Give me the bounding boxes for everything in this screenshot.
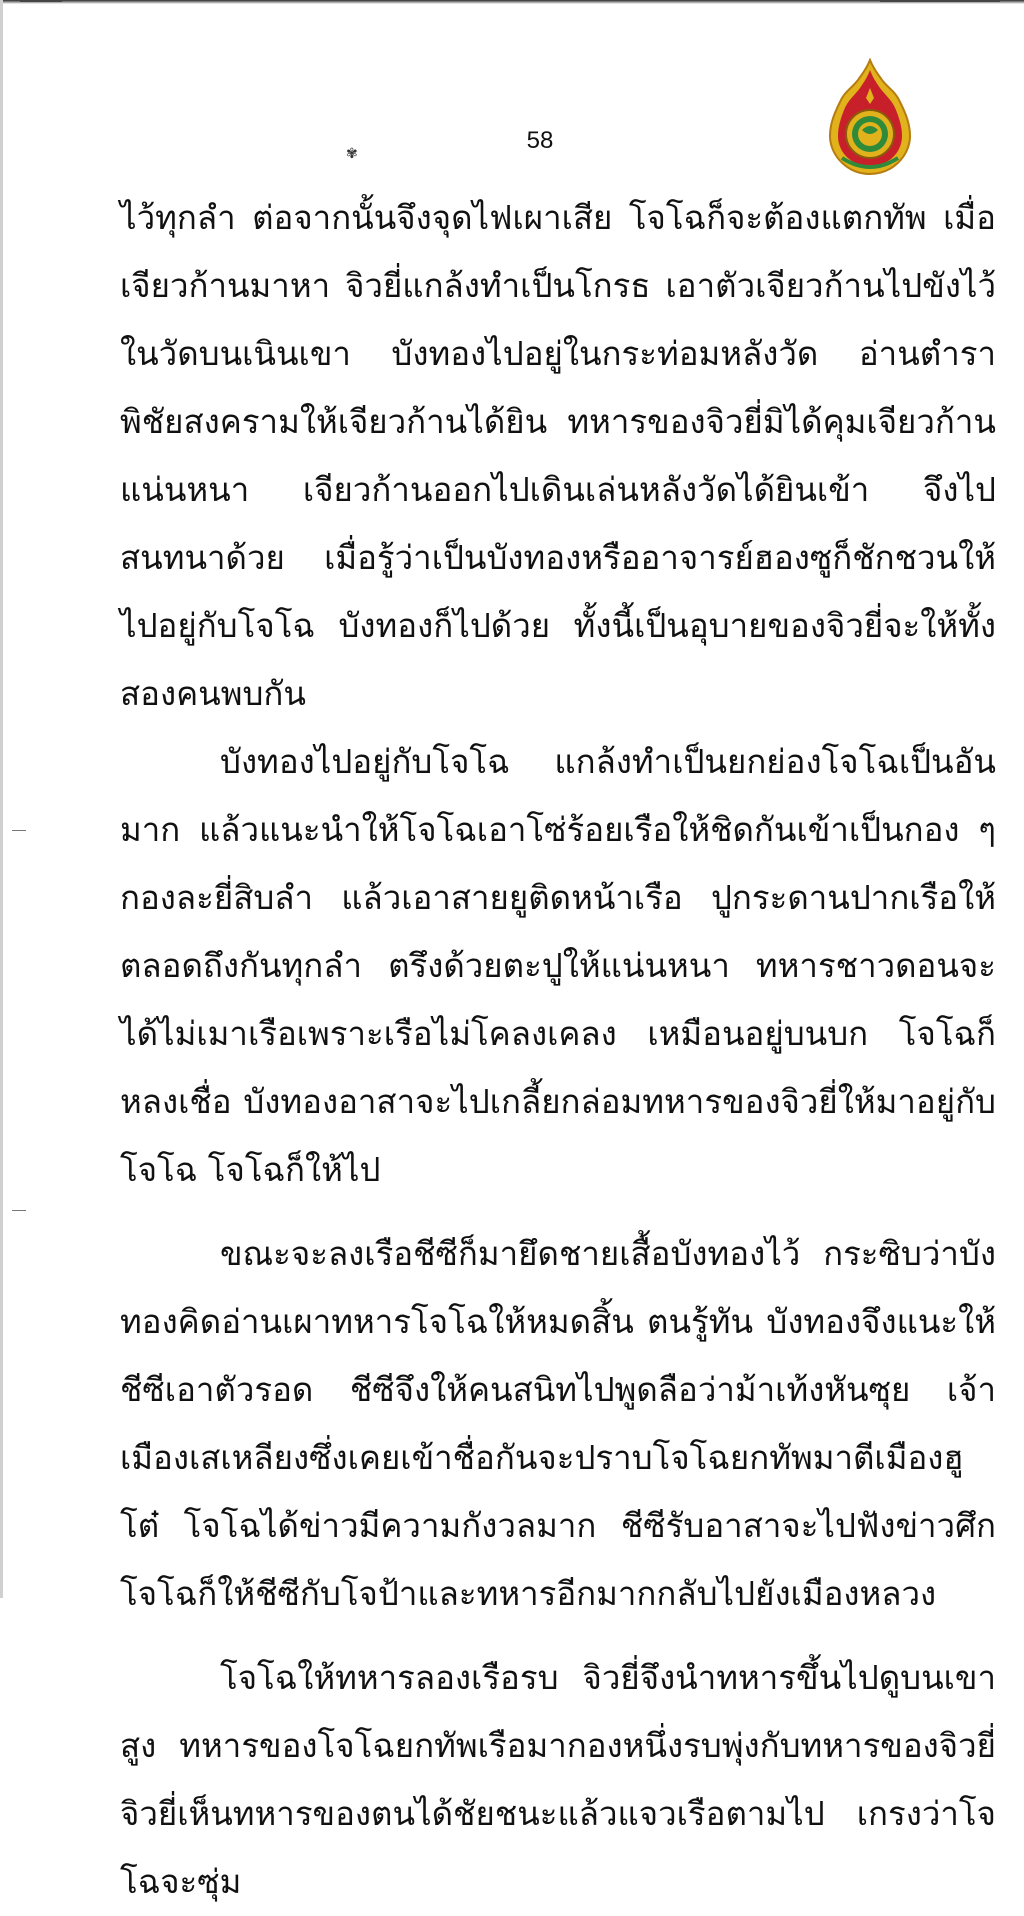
paragraph-3: ขณะจะลงเรือชีซีก็มายึดชายเสื้อบังทองไว้ กระซิบว่าบังทองคิดอ่านเผาทหารโจโฉให้หมดสิ้น ตนรู้ทัน บังทองจึงแนะให้ชีซีเอาตัวรอด ชีซีจึงให้คนสนิทไปพูดลือว่าม้าเท้งหันซุย เจ้าเมืองเสเหลียงซึ่งเคยเข้าชื่อกันจะปราบโจโฉยกทัพมาตีเมืองฮูโต๋ โจโฉได้ข่าวมีความกังวลมาก ชีซีรับอาสาจะไปฟังข่าวศึก โจโฉก็ให้ชีซีกับโจป้าและทหารอีกมากกลับไปยังเมืองหลวง bbox=[120, 1234, 996, 1613]
margin-mark bbox=[12, 1210, 26, 1211]
page-top-edge bbox=[0, 0, 1024, 4]
paragraph-4: โจโฉให้ทหารลองเรือรบ จิวยี่จึงนำทหารขึ้นไปดูบนเขาสูง ทหารของโจโฉยกทัพเรือมากองหนึ่งรบพุ่งกับทหารของจิวยี่ จิวยี่เห็นทหารของตนได้ชัยชนะแล้วแจวเรือตามไป เกรงว่าโจโฉจะซุ่ม bbox=[120, 1658, 996, 1901]
paragraph-1: ไว้ทุกลำ ต่อจากนั้นจึงจุดไฟเผาเสีย โจโฉก็จะต้องแตกทัพ เมื่อเจียวก้านมาหา จิวยี่แกล้งทำเป็นโกรธ เอาตัวเจียวก้านไปขังไว้ในวัดบนเนินเขา บังทองไปอยู่ในกระท่อมหลังวัด อ่านตำราพิชัยสงครามให้เจียวก้านได้ยิน ทหารของจิวยี่มิได้คุมเจียวก้านแน่นหนา เจียวก้านออกไปเดินเล่นหลังวัดได้ยินเข้า จึงไปสนทนาด้วย เมื่อรู้ว่าเป็นบังทองหรืออาจารย์ฮองซูก็ชักชวนให้ไปอยู่กับโจโฉ บังทองก็ไปด้วย ทั้งนี้เป็นอุบายของจิวยี่จะให้ทั้งสองคนพบกัน bbox=[120, 198, 996, 713]
body-text bbox=[120, 184, 996, 1916]
margin-mark bbox=[12, 830, 26, 831]
scan-mark bbox=[20, 0, 62, 2]
paragraph-2: บังทองไปอยู่กับโจโฉ แกล้งทำเป็นยกย่องโจโฉเป็นอันมาก แล้วแนะนำให้โจโฉเอาโซ่ร้อยเรือให้ชิดกันเข้าเป็นกอง ๆ กองละยี่สิบลำ แล้วเอาสายยูติดหน้าเรือ ปูกระดานปากเรือให้ตลอดถึงกันทุกลำ ตรึงด้วยตะปูให้แน่นหนา ทหารชาวดอนจะได้ไม่เมาเรือเพราะเรือไม่โคลงเคลง เหมือนอยู่บนบก โจโฉก็หลงเชื่อ บังทองอาสาจะไปเกลี้ยกล่อมทหารของจิวยี่ให้มาอยู่กับโจโฉ โจโฉก็ให้ไป bbox=[120, 742, 996, 1189]
page-number: 58 bbox=[526, 127, 554, 154]
ink-speck: ✾ bbox=[346, 146, 358, 162]
scan-mark bbox=[880, 0, 1000, 2]
ministry-emblem-icon bbox=[822, 58, 918, 178]
page-left-edge bbox=[0, 0, 3, 1598]
